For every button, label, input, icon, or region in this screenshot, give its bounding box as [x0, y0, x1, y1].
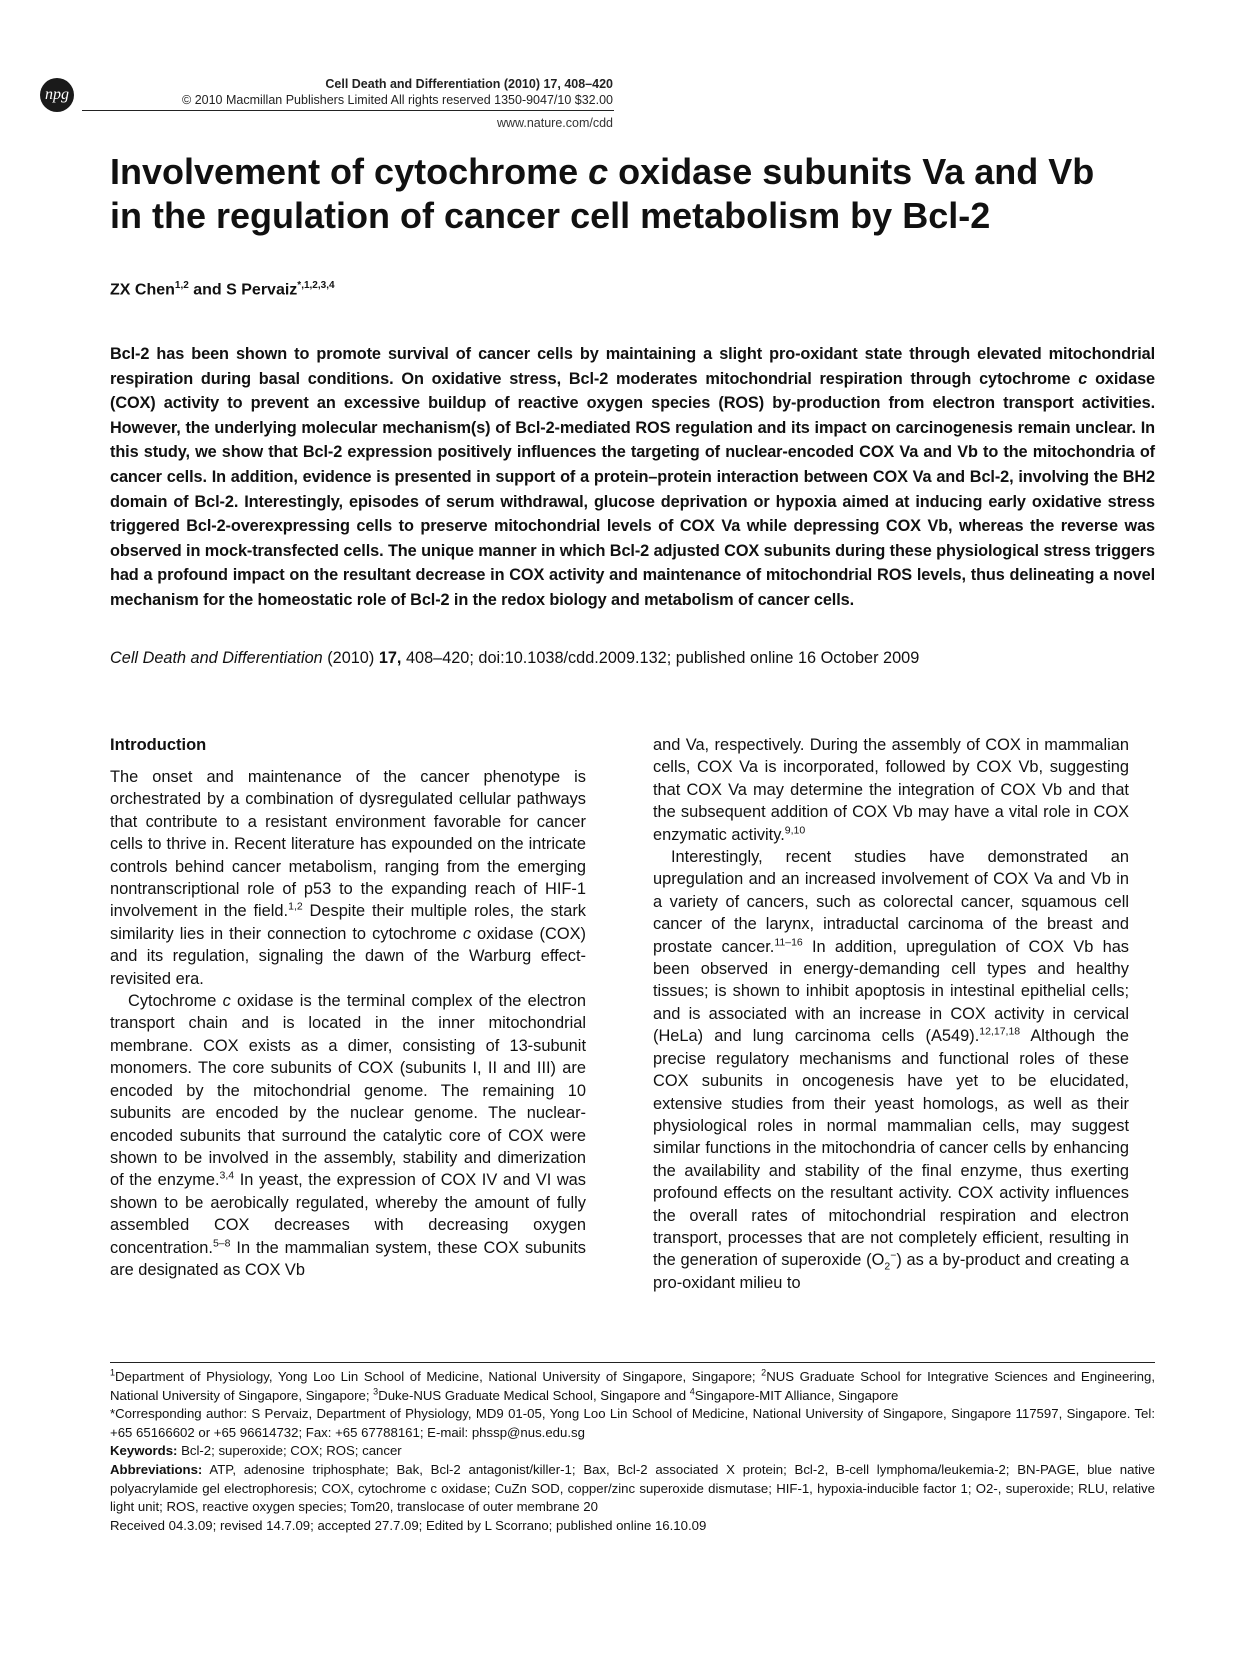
npg-logo: npg — [40, 78, 74, 112]
keywords-label: Keywords: — [110, 1443, 178, 1459]
text-run: In yeast, the expression of COX IV and VI was shown to be aerobically regulated, whereby the amount of fully assembled COX decreases with decreasing oxygen concentration. — [110, 1171, 586, 1257]
author-list — [110, 280, 335, 299]
affiliation-marker: 4 — [689, 1386, 695, 1397]
text-run: Interestingly, recent studies have demonstrated an upregulation and an increased involvement of COX Va and Vb in a variety of cancers, such as colorectal cancer, squamous cell cancer of the larynx, intraductal carcinoma of the breast and prostate cancer. — [653, 848, 1129, 956]
paragraph — [110, 766, 586, 990]
footnote-divider — [110, 1362, 1155, 1363]
affiliation: Duke-NUS Graduate Medical School, Singapore and — [378, 1387, 690, 1403]
journal-url[interactable]: www.nature.com/cdd — [496, 116, 613, 130]
author-2-affiliations: *,1,2,3,4 — [297, 280, 335, 291]
journal-reference: Cell Death and Differentiation (2010) 17, 408–420 — [325, 77, 613, 91]
reference-citation[interactable]: 3,4 — [219, 1169, 235, 1182]
affiliation-marker: 3 — [373, 1386, 379, 1397]
title-italic: c — [588, 151, 609, 192]
citation-journal: Cell Death and Differentiation — [110, 649, 323, 667]
footnotes — [110, 1368, 1155, 1535]
text-run: and Va, respectively. During the assembly of COX in mammalian cells, COX Va is incorporated, followed by COX Vb, suggesting that COX Va may determine the integration of COX Vb and that the subsequent addition of COX Vb may have a vital role in COX enzymatic activity. — [653, 736, 1129, 844]
affiliation: Department of Physiology, Yong Loo Lin School of Medicine, National University of Singapore, Singapore; — [115, 1369, 762, 1384]
italic-text: c — [222, 992, 231, 1011]
paragraph — [653, 846, 1129, 1294]
abstract-text-2: oxidase (COX) activity to prevent an excessive buildup of reactive oxygen species (ROS) by-production from electron transport activities. However, the underlying molecular mechanism(s) of Bcl-2-mediated ROS regulation and its impact on carcinogenesis remain unclear. In this study, we show that Bcl-2 expression positively influences the targeting of nuclear-encoded COX Va and Vb to the mitochondria of cancer cells. In addition, evidence is presented in support of a protein–protein interaction between COX Va and Bcl-2, involving the BH2 domain of Bcl-2. Interestingly, episodes of serum withdrawal, glucose deprivation or hypoxia aimed at inducing early oxidative stress triggered Bcl-2-overexpressing cells to preserve mitochondrial levels of COX Va while depressing COX Vb, whereas the reverse was observed in mock-transfected cells. The unique manner in which Bcl-2 adjusted COX subunits during these physiological stress triggers had a profound impact on the resultant decrease in COX activity and maintenance of mitochondrial ROS levels, thus delineating a novel mechanism for the homeostatic role of Bcl-2 in the redox biology and metabolism of cancer cells. — [110, 369, 1155, 609]
affiliation-marker: 2 — [761, 1367, 767, 1378]
reference-citation[interactable]: 11–16 — [774, 936, 803, 949]
reference-citation[interactable]: 5–8 — [212, 1237, 231, 1250]
abstract-text-1: Bcl-2 has been shown to promote survival of cancer cells by maintaining a slight pro-oxidant state through elevated mitochondrial respiration during basal conditions. On oxidative stress, Bcl-2 moderates mitochondrial respiration through cytochrome — [110, 345, 1155, 388]
abstract-italic: c — [1078, 369, 1088, 388]
superscript: − — [890, 1249, 897, 1262]
text-run: In addition, upregulation of COX Vb has been observed in energy-demanding cell types and healthy tissues; is shown to inhibit apoptosis in intestinal epithelial cells; and is associated with an increase in COX activity in cervical (HeLa) and lung carcinoma cells (A549). — [653, 937, 1130, 1046]
abstract — [110, 342, 1155, 613]
subscript: 2 — [884, 1260, 891, 1273]
citation-line — [110, 647, 1155, 669]
text-run: oxidase is the terminal complex of the electron transport chain and is located in the inner mitochondrial membrane. COX exists as a dimer, consisting of 13-subunit monomers. The core subunits of COX (subunits I, II and III) are encoded by the mitochondrial genome. The remaining 10 subunits are encoded by the nuclear genome. The nuclear-encoded subunits that surround the catalytic core of COX were shown to be involved in the assembly, stability and dimerization of the enzyme. — [110, 992, 586, 1190]
abbreviations-list: ATP, adenosine triphosphate; Bak, Bcl-2 antagonist/killer-1; Bax, Bcl-2 associated X protein; Bcl-2, B-cell lymphoma/leukemia-2; BN-PAGE, blue native polyacrylamide gel electrophoresis; COX, cytochrome c oxidase; CuZn SOD, copper/zinc superoxide dismutase; HIF-1, hypoxia-inducible factor 1; O2-, superoxide; RLU, relative light unit; ROS, reactive oxygen species; Tom20, translocase of outer membrane 20 — [110, 1461, 1155, 1515]
abbreviations-label: Abbreviations: — [110, 1461, 203, 1477]
right-column — [653, 734, 1129, 1294]
reference-citation[interactable]: 1,2 — [288, 900, 303, 913]
affiliation-marker: 1 — [110, 1367, 116, 1378]
reference-citation[interactable]: 9,10 — [784, 824, 806, 837]
copyright-line: © 2010 Macmillan Publishers Limited All rights reserved 1350-9047/10 $32.00 — [182, 93, 613, 107]
affiliation: NUS Graduate School for Integrative Sciences and Engineering, National University of Singapore, Singapore; — [110, 1369, 1155, 1403]
keywords — [110, 1442, 1155, 1461]
paragraph — [653, 734, 1129, 846]
left-column — [110, 734, 586, 1281]
text-run: In the mammalian system, these COX subunits are designated as COX Vb — [110, 1238, 586, 1279]
keywords-list: Bcl-2; superoxide; COX; ROS; cancer — [177, 1443, 402, 1459]
article-title — [110, 150, 1130, 238]
paragraph — [110, 990, 586, 1281]
header-divider — [82, 110, 614, 111]
author-1: ZX Chen — [110, 281, 175, 299]
author-separator: and — [188, 281, 227, 299]
text-run: ) as a by-product and creating a pro-oxidant milieu to — [653, 1251, 1130, 1292]
reference-citation[interactable]: 12,17,18 — [979, 1025, 1021, 1038]
text-run: Although the precise regulatory mechanisms and functional roles of these COX subunits in oncogenesis have yet to be elucidated, extensive studies from their yeast homologs, as well as their physiological roles in normal mammalian cells, may suggest similar functions in the mitochondria of cancer cells by enhancing the availability and stability of the final enzyme, thus exerting profound effects on the resultant activity. COX activity influences the overall rates of mitochondrial respiration and electron transport, processes that are not completely efficient, resulting in the generation of superoxide (O — [653, 1027, 1129, 1270]
citation-doi: 408–420; doi:10.1038/cdd.2009.132; published online 16 October 2009 — [401, 649, 920, 667]
italic-text: c — [462, 924, 472, 943]
affiliations — [110, 1368, 1155, 1405]
running-header — [182, 76, 613, 108]
citation-year: (2010) — [322, 649, 379, 667]
abbreviations — [110, 1461, 1155, 1517]
author-1-affiliations: 1,2 — [174, 280, 189, 291]
title-part-1: Involvement of cytochrome — [110, 151, 589, 192]
affiliation: Singapore-MIT Alliance, Singapore — [694, 1387, 899, 1403]
received-dates: Received 04.3.09; revised 14.7.09; accepted 27.7.09; Edited by L Scorrano; published online 16.10.09 — [110, 1517, 707, 1533]
text-run: Cytochrome — [128, 992, 223, 1011]
section-heading-introduction: Introduction — [110, 736, 207, 754]
text-run: Despite their multiple roles, the stark similarity lies in their connection to cytochrome — [110, 902, 586, 943]
citation-volume: 17, — [378, 649, 402, 667]
corresponding-author: *Corresponding author: S Pervaiz, Department of Physiology, MD9 01-05, Yong Loo Lin School of Medicine, National University of Singapore, Singapore 117597, Singapore. Tel: +65 65166602 or +65 96614732; Fax: +65 67788161; E-mail: phssp@nus.edu.sg — [110, 1406, 1155, 1440]
author-2: S Pervaiz — [226, 281, 298, 299]
title-part-2: oxidase subunits Va and Vb in the regulation of cancer cell metabolism by Bcl-2 — [110, 151, 1095, 236]
text-run: oxidase (COX) and its regulation, signaling the dawn of the Warburg effect-revisited era. — [110, 924, 586, 988]
text-run: The onset and maintenance of the cancer phenotype is orchestrated by a combination of dysregulated cellular pathways that contribute to a resistant environment favorable for cancer cells to thrive in. Recent literature has expounded on the intricate controls behind cancer metabolism, ranging from the emerging nontranscriptional role of p53 to the expanding reach of HIF-1 involvement in the field. — [110, 768, 586, 921]
